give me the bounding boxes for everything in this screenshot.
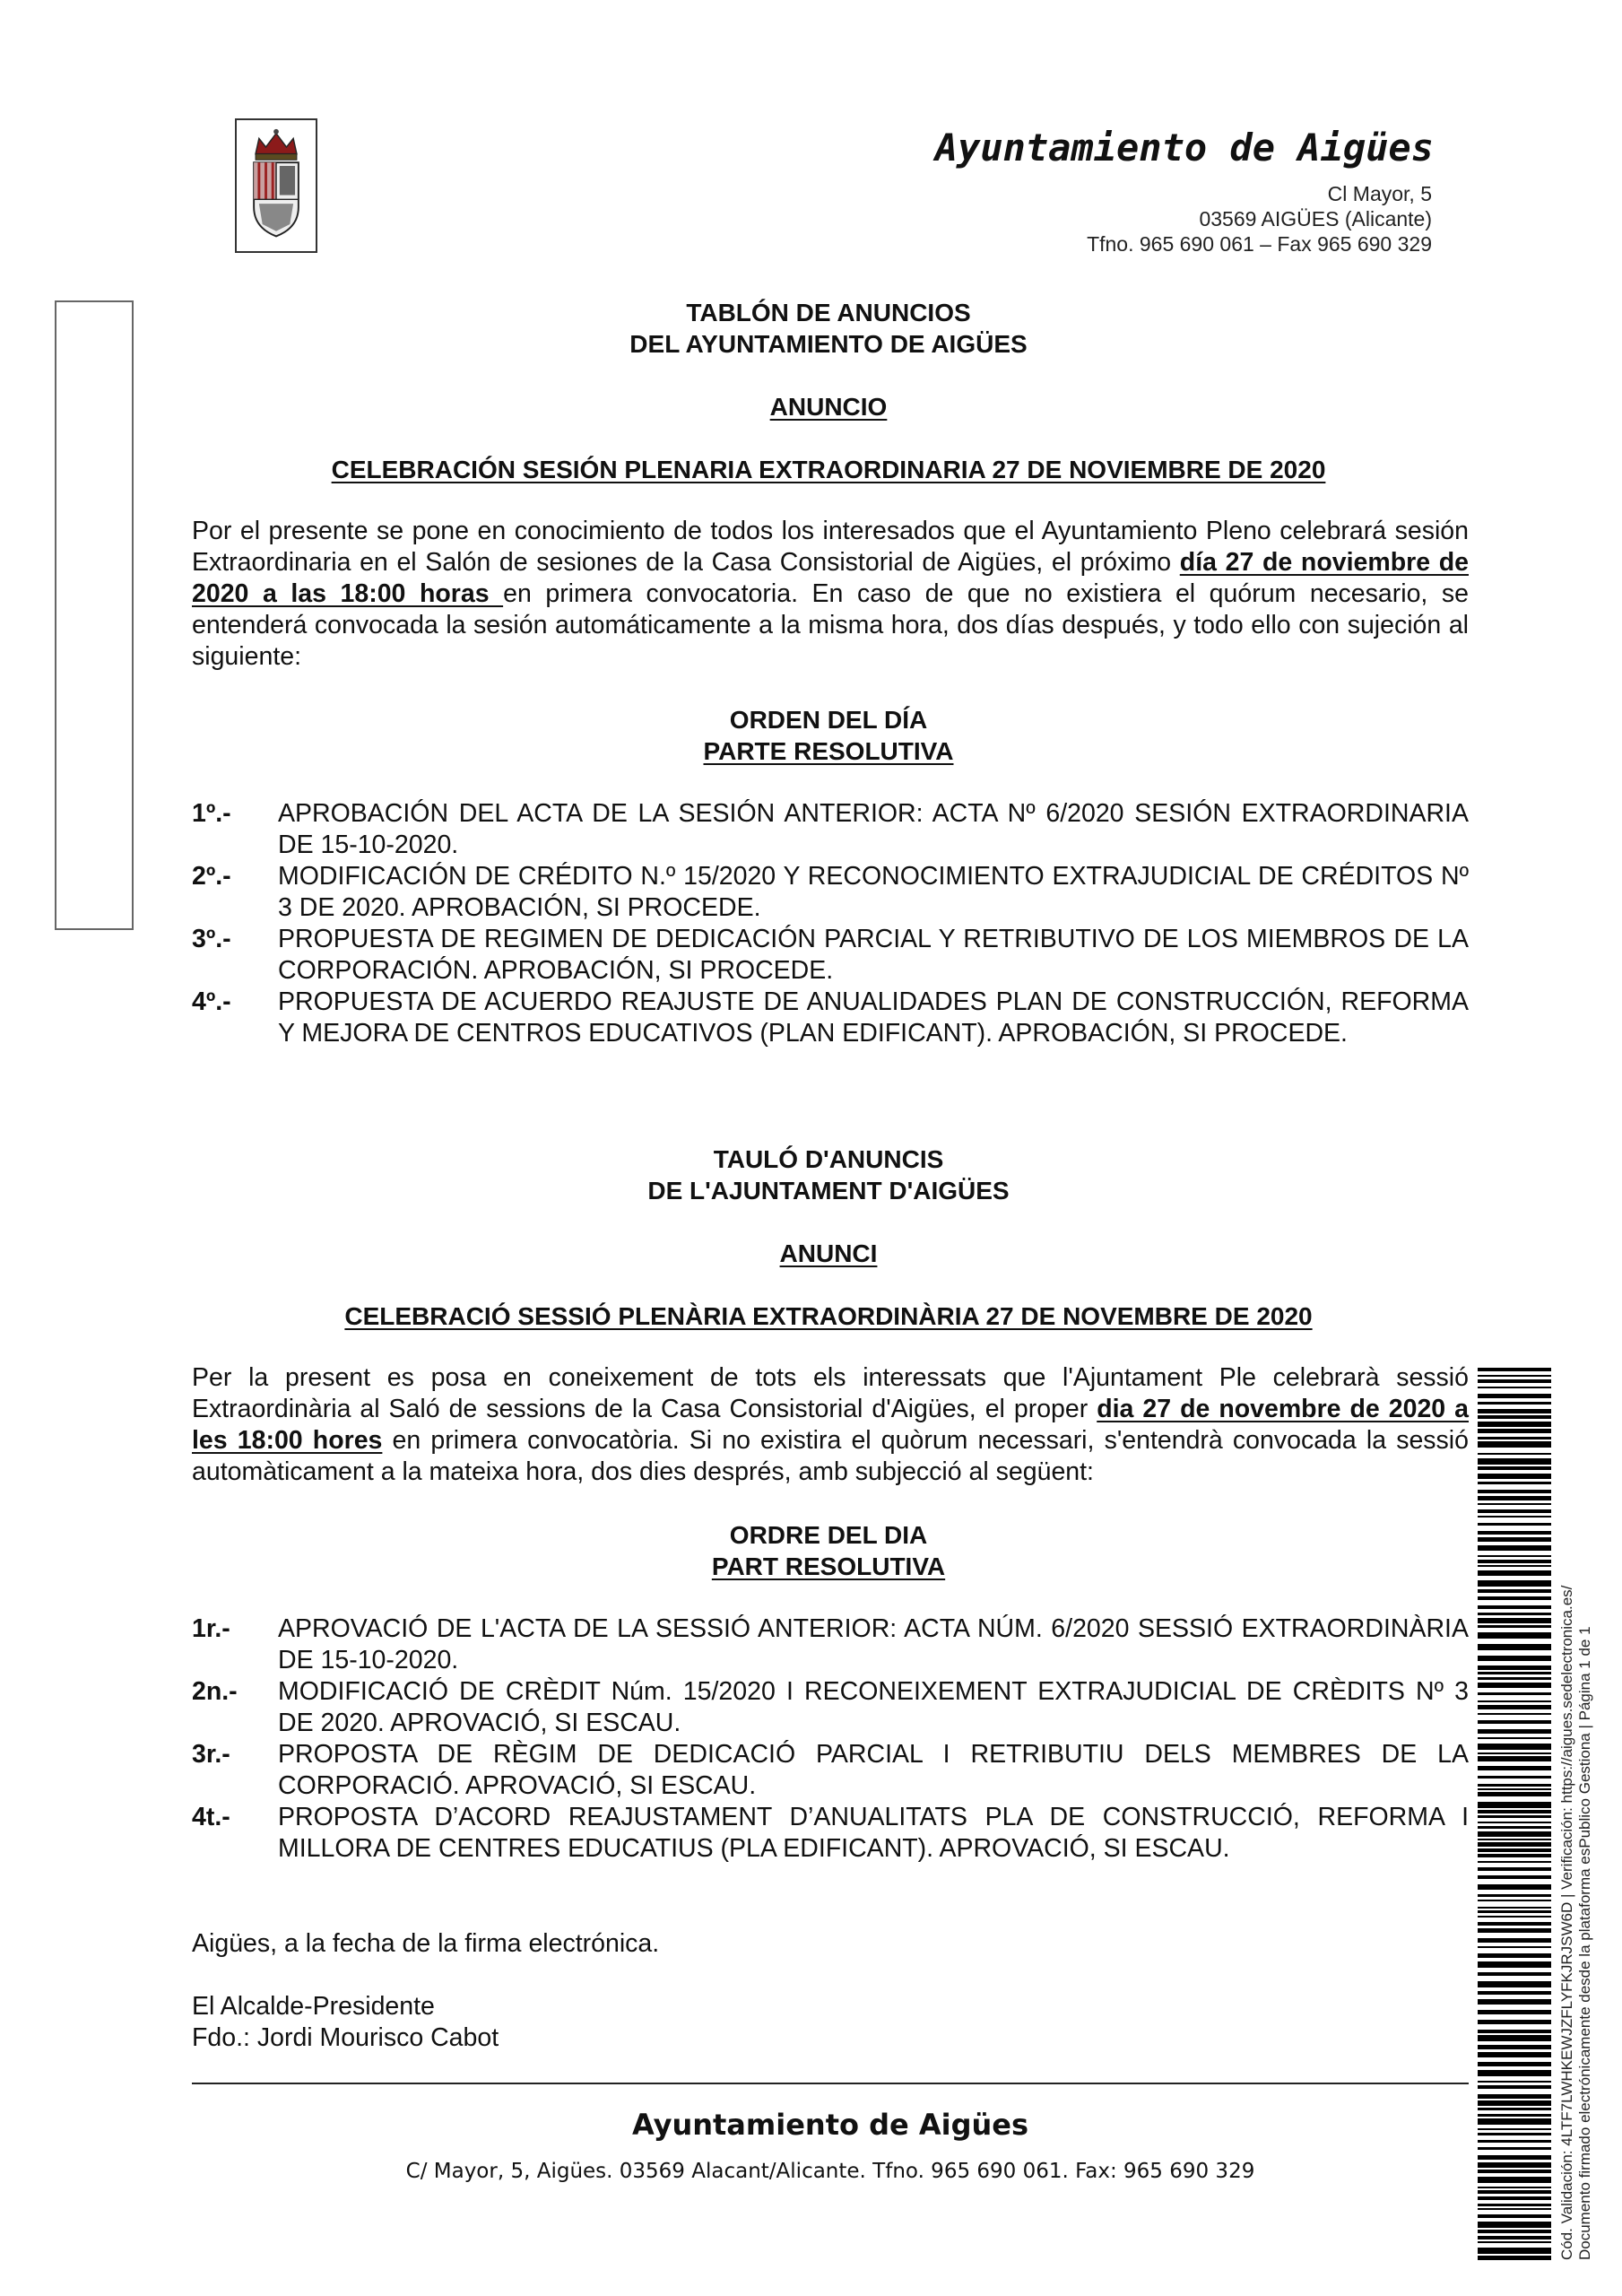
barcode-bar <box>1478 1665 1551 1670</box>
barcode-bar <box>1478 1632 1551 1639</box>
item-text: MODIFICACIÓN DE CRÉDITO N.º 15/2020 Y RECONOCIMIENTO EXTRAJUDICIAL DE CRÉDITOS Nº 3 DE 2020. APROBACIÓN, SI PROCEDE. <box>278 862 1469 922</box>
registry-stamp-box <box>55 300 134 930</box>
barcode-bar <box>1478 2241 1551 2243</box>
board-title-va: TAULÓ D'ANUNCIS <box>713 1145 944 1173</box>
item-number: 4º.- <box>192 987 231 1016</box>
agenda-item-va-1 <box>192 1613 1469 1676</box>
barcode-bar <box>1478 1605 1551 1609</box>
barcode-bar <box>1478 2052 1551 2057</box>
signature-date: Aigües, a la fecha de la firma electrónica. <box>192 1929 660 1958</box>
barcode-bar <box>1478 1618 1551 1623</box>
barcode-bar <box>1478 1415 1551 1419</box>
barcode-bar <box>1478 2222 1551 2228</box>
agenda-subtitle-va: PART RESOLUTIVA <box>711 1552 946 1580</box>
barcode-bar <box>1478 1826 1551 1829</box>
barcode-bar <box>1478 1848 1551 1852</box>
barcode-bar <box>1478 1788 1551 1790</box>
barcode-bar <box>1478 1531 1551 1535</box>
barcode-bar <box>1478 1713 1551 1715</box>
barcode-bar <box>1478 2177 1551 2183</box>
footer-title: Ayuntamiento de Aigües <box>631 2108 1029 2142</box>
barcode-bar <box>1478 2128 1551 2130</box>
barcode-bar <box>1478 1720 1551 1724</box>
subject-va-wrap <box>192 1302 1465 1331</box>
board-subtitle-va: DE L'AJUNTAMENT D'AIGÜES <box>647 1177 1010 1205</box>
barcode-bar <box>1478 1466 1551 1470</box>
barcode-bar <box>1478 1570 1551 1576</box>
body-va-text2: en primera convocatòria. Si no existira el quòrum necessari, s'entendrà convocada la sessió automàticament a la mateixa hora, dos dies després, amb subjecció al següent: <box>192 1426 1469 1486</box>
barcode-bar <box>1478 2162 1551 2168</box>
barcode-bar <box>1478 1999 1551 2005</box>
subject-es-wrap <box>192 456 1465 484</box>
agenda-item-va-3 <box>192 1739 1469 1802</box>
barcode-bar <box>1478 1822 1551 1823</box>
barcode-bar <box>1478 2190 1551 2194</box>
barcode-bar <box>1478 1375 1551 1377</box>
barcode-bar <box>1478 1916 1551 1918</box>
barcode-bar <box>1478 2062 1551 2066</box>
item-number: 1r.- <box>192 1614 230 1643</box>
barcode-bar <box>1478 1802 1551 1808</box>
barcode-bar <box>1478 1784 1551 1787</box>
item-number: 3º.- <box>192 925 231 953</box>
item-text: PROPUESTA DE ACUERDO REAJUSTE DE ANUALIDADES PLAN DE CONSTRUCCIÓN, REFORMA Y MEJORA DE CENTROS EDUCATIVOS (PLAN EDIFICANT). APROBACIÓN, SI PROCEDE. <box>278 987 1469 1048</box>
barcode-bar <box>1478 1537 1551 1542</box>
barcode-bar <box>1478 1961 1551 1968</box>
footer-divider <box>192 2083 1469 2084</box>
barcode-bar <box>1478 1946 1551 1948</box>
barcode-bar <box>1478 1884 1551 1890</box>
barcode-bar <box>1478 1613 1551 1615</box>
barcode-bar <box>1478 2020 1551 2024</box>
barcode-bar <box>1478 1523 1551 1526</box>
board-subtitle-es: DEL AYUNTAMIENTO DE AIGÜES <box>629 330 1028 358</box>
agenda-item-es-1 <box>192 798 1469 861</box>
item-text: APROBACIÓN DEL ACTA DE LA SESIÓN ANTERIOR: ACTA Nº 6/2020 SESIÓN EXTRAORDINARIA DE 15-10-2020. <box>278 799 1469 859</box>
barcode-bar <box>1478 1776 1551 1779</box>
item-text: MODIFICACIÓ DE CRÈDIT Núm. 15/2020 I RECONEIXEMENT EXTRAJUDICIAL DE CRÈDITS Nº 3 DE 2020. APROVACIÓ, SI ESCAU. <box>278 1677 1469 1737</box>
barcode-bar <box>1478 1831 1551 1837</box>
barcode-bar <box>1478 1441 1551 1448</box>
barcode-bar <box>1478 1565 1551 1567</box>
barcode-bar <box>1478 1482 1551 1484</box>
body-va-text1: Per la present es posa en coneixement de tots els interessats que l'Ajuntament Ple celebrarà sessió Extraordinària al Saló de sessions de la Casa Consistorial d'Aigües, el proper <box>192 1363 1469 1423</box>
notice-heading-es-wrap <box>192 393 1465 422</box>
barcode-bar <box>1478 1672 1551 1674</box>
barcode-bar <box>1478 1737 1551 1739</box>
address-city: 03569 AIGÜES (Alicante) <box>1199 207 1432 230</box>
barcode-bar <box>1478 1900 1551 1901</box>
barcode-bar <box>1478 2155 1551 2160</box>
barcode-bar <box>1478 1429 1551 1433</box>
barcode-bar <box>1478 1453 1551 1455</box>
notice-heading-va-wrap <box>192 1239 1465 1268</box>
item-text: PROPUESTA DE REGIMEN DE DEDICACIÓN PARCIAL Y RETRIBUTIVO DE LOS MIEMBROS DE LA CORPORACIÓN. APROBACIÓN, SI PROCEDE. <box>278 925 1469 985</box>
signature-signer: Fdo.: Jordi Mourisco Cabot <box>192 2023 499 2052</box>
agenda-subtitle-es-wrap <box>192 737 1465 766</box>
barcode-bar <box>1478 1894 1551 1897</box>
barcode-bar <box>1478 1625 1551 1628</box>
barcode-bar <box>1478 1729 1551 1734</box>
barcode-bar <box>1478 1815 1551 1818</box>
barcode-bar <box>1478 1503 1551 1505</box>
barcode-bar <box>1478 2030 1551 2033</box>
barcode-bar <box>1478 1810 1551 1813</box>
barcode-bar <box>1478 1910 1551 1913</box>
barcode-bar <box>1478 2100 1551 2106</box>
body-es-date: día 27 de noviembre de 2020 a las 18:00 horas <box>192 548 1469 608</box>
barcode-bar <box>1478 2214 1551 2218</box>
agenda-subtitle-va-wrap <box>192 1552 1465 1581</box>
barcode-bar <box>1478 1560 1551 1563</box>
barcode-bar <box>1478 2204 1551 2206</box>
agenda-subtitle-es: PARTE RESOLUTIVA <box>703 737 954 765</box>
barcode-bar <box>1478 2035 1551 2041</box>
barcode-bar <box>1478 1692 1551 1695</box>
org-title: Ayuntamiento de Aigües <box>934 126 1434 170</box>
barcode-bar <box>1478 2085 1551 2089</box>
signature-role: El Alcalde-Presidente <box>192 1992 435 2021</box>
barcode-bar <box>1478 1842 1551 1847</box>
barcode-bar <box>1478 2108 1551 2110</box>
barcode-bar <box>1478 1756 1551 1761</box>
barcode-bar <box>1478 1496 1551 1500</box>
barcode-bar <box>1478 1409 1551 1413</box>
barcode-bar <box>1478 1516 1551 1518</box>
agenda-item-es-4 <box>192 987 1469 1049</box>
barcode-bar <box>1478 1700 1551 1702</box>
item-number: 2º.- <box>192 862 231 891</box>
subject-va: CELEBRACIÓ SESSIÓ PLENÀRIA EXTRAORDINÀRIA 27 DE NOVEMBRE DE 2020 <box>344 1302 1313 1330</box>
barcode-bar <box>1478 2045 1551 2049</box>
barcode-bar <box>1478 1922 1551 1926</box>
barcode-bar <box>1478 1766 1551 1770</box>
barcode-bar <box>1478 1387 1551 1388</box>
agenda-item-es-2 <box>192 861 1469 924</box>
address-phone: Tfno. 965 690 061 – Fax 965 690 329 <box>1087 232 1432 256</box>
body-es-text1: Por el presente se pone en conocimiento de todos los interesados que el Ayuntamiento Pleno celebrará sesión Extraordinaria en el Salón de sesiones de la Casa Consistorial de Aigües, el próximo <box>192 517 1469 577</box>
barcode-bar <box>1478 1705 1551 1709</box>
item-text: APROVACIÓ DE L'ACTA DE LA SESSIÓ ANTERIOR: ACTA NÚM. 6/2020 SESSIÓ EXTRAORDINÀRIA DE 15-10-2020. <box>278 1614 1469 1674</box>
barcode-bar <box>1478 1580 1551 1587</box>
item-text: PROPOSTA D’ACORD REAJUSTAMENT D’ANUALITATS PLA DE CONSTRUCCIÓ, REFORMA I MILLORA DE CENTRES EDUCATIUS (PLA EDIFICANT). APROVACIÓ, SI ESCAU. <box>278 1803 1469 1863</box>
barcode-bar <box>1478 1656 1551 1661</box>
barcode-bar <box>1478 1744 1551 1750</box>
barcode-bar <box>1478 1458 1551 1465</box>
footer-address: C/ Mayor, 5, Aigües. 03569 Alacant/Alicante. Tfno. 965 690 061. Fax: 965 690 329 <box>405 2160 1255 2183</box>
address-street: Cl Mayor, 5 <box>1327 182 1432 205</box>
barcode-bar <box>1478 1972 1551 1976</box>
barcode-bar <box>1478 2118 1551 2125</box>
barcode-bar <box>1478 2230 1551 2233</box>
barcode-bar <box>1478 2236 1551 2239</box>
barcode-bar <box>1478 1792 1551 1796</box>
item-number: 4t.- <box>192 1803 230 1831</box>
barcode-bar <box>1478 1867 1551 1871</box>
barcode-bar <box>1478 1394 1551 1398</box>
body-va-date: dia 27 de novembre de 2020 a les 18:00 hores <box>192 1395 1469 1455</box>
barcode-bar <box>1478 1953 1551 1958</box>
agenda-item-va-4 <box>192 1802 1469 1865</box>
item-number: 3r.- <box>192 1740 230 1769</box>
barcode-bar <box>1478 1490 1551 1493</box>
barcode-bar <box>1478 2248 1551 2254</box>
barcode-bar <box>1478 2170 1551 2173</box>
barcode-bar <box>1478 2147 1551 2150</box>
body-paragraph-es <box>192 516 1469 673</box>
item-number: 2n.- <box>192 1677 238 1706</box>
subject-es: CELEBRACIÓN SESIÓN PLENARIA EXTRAORDINARIA 27 DE NOVIEMBRE DE 2020 <box>331 456 1326 483</box>
agenda-title-es: ORDEN DEL DÍA <box>729 706 928 734</box>
barcode-bar <box>1478 1991 1551 1995</box>
barcode-bar <box>1478 1402 1551 1405</box>
barcode-bar <box>1478 1928 1551 1933</box>
barcode-bar <box>1478 1437 1551 1439</box>
barcode-bar <box>1478 1907 1551 1909</box>
municipal-crest-icon <box>235 118 317 253</box>
barcode-bar <box>1478 1752 1551 1754</box>
agenda-item-es-3 <box>192 924 1469 987</box>
barcode-bar <box>1478 1545 1551 1551</box>
barcode-bar <box>1478 2196 1551 2200</box>
barcode-bar <box>1478 1683 1551 1688</box>
barcode-bar <box>1478 2133 1551 2135</box>
barcode-bar <box>1478 2114 1551 2117</box>
validation-barcode-icon <box>1478 1368 1551 2260</box>
barcode-bar <box>1478 1509 1551 1513</box>
notice-heading-va: ANUNCI <box>779 1239 878 1267</box>
validation-code-text: Cód. Validación: 4LTF7LWHKEWJZFLYFKJRJSW6D | Verificación: https://aigues.sedelectronica.es/ <box>1558 1585 1575 2260</box>
validation-platform-text: Documento firmado electrónicamente desde la plataforma esPublico Gestiona | Página 1 de 1 <box>1576 1626 1593 2260</box>
barcode-bar <box>1478 1677 1551 1680</box>
barcode-bar <box>1478 1644 1551 1650</box>
barcode-bar <box>1478 1938 1551 1943</box>
barcode-bar <box>1478 2208 1551 2210</box>
body-es-text2: en primera convocatoria. En caso de que no existiera el quórum necesario, se entenderá convocada la sesión automáticamente a la misma hora, dos días después, y todo ello con sujeción al siguiente: <box>192 579 1469 671</box>
barcode-bar <box>1478 1589 1551 1593</box>
barcode-bar <box>1478 1368 1551 1371</box>
item-number: 1º.- <box>192 799 231 828</box>
barcode-bar <box>1478 1596 1551 1600</box>
barcode-bar <box>1478 1422 1551 1427</box>
agenda-title-va: ORDRE DEL DIA <box>729 1521 928 1549</box>
barcode-bar <box>1478 1839 1551 1840</box>
barcode-bar <box>1478 1555 1551 1557</box>
barcode-bar <box>1478 2081 1551 2083</box>
notice-heading-es: ANUNCIO <box>769 393 888 421</box>
barcode-bar <box>1478 2187 1551 2188</box>
board-title-es: TABLÓN DE ANUNCIOS <box>686 299 971 326</box>
item-text: PROPOSTA DE RÈGIM DE DEDICACIÓ PARCIAL I RETRIBUTIU DELS MEMBRES DE LA CORPORACIÓ. APROVACIÓ, SI ESCAU. <box>278 1740 1469 1800</box>
barcode-bar <box>1478 1875 1551 1879</box>
agenda-item-va-2 <box>192 1676 1469 1739</box>
barcode-bar <box>1478 1474 1551 1479</box>
body-paragraph-va <box>192 1362 1469 1488</box>
barcode-bar <box>1478 1379 1551 1383</box>
barcode-bar <box>1478 1854 1551 1857</box>
barcode-bar <box>1478 2010 1551 2014</box>
barcode-bar <box>1478 2070 1551 2076</box>
barcode-bar <box>1478 1861 1551 1863</box>
barcode-bar <box>1478 1981 1551 1987</box>
barcode-bar <box>1478 2140 1551 2143</box>
barcode-bar <box>1478 2256 1551 2260</box>
barcode-bar <box>1478 2094 1551 2099</box>
